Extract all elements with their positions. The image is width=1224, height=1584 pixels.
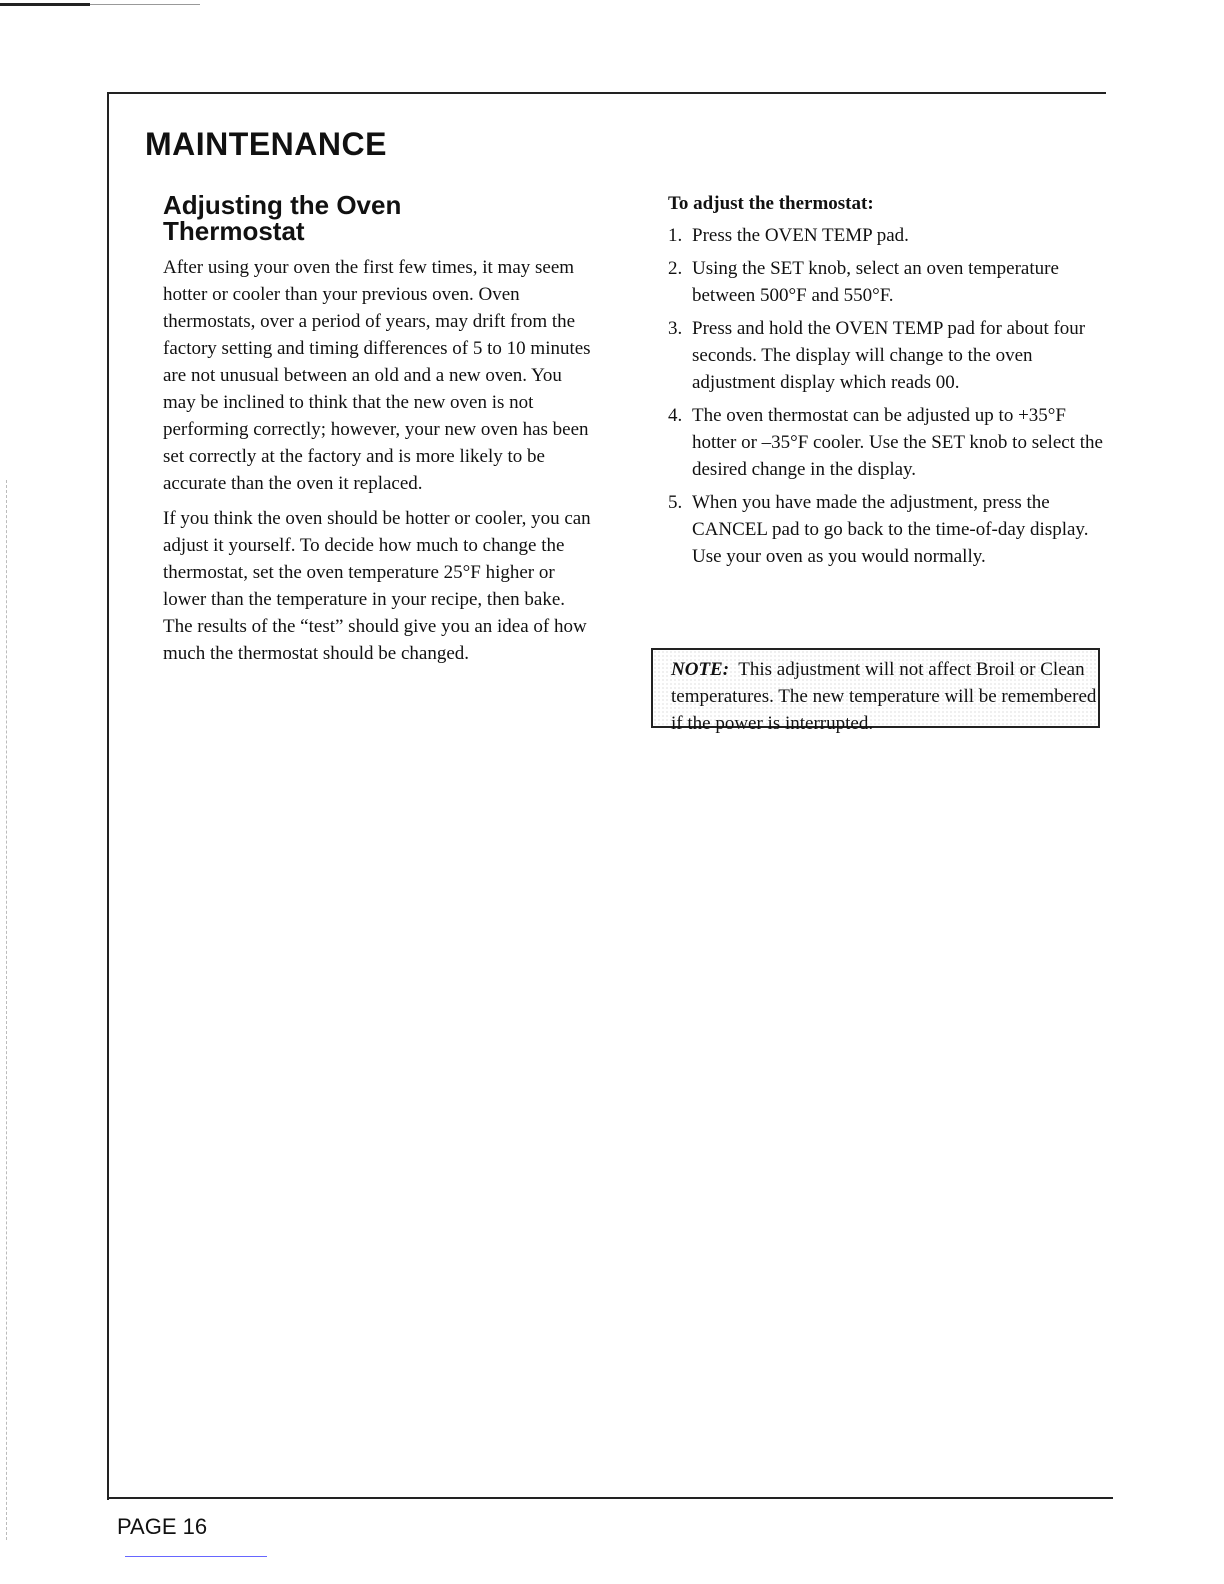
step-text: When you have made the adjustment, press the CANCEL pad to go back to the time-of-day display. Use your oven as you would normally. (692, 492, 1089, 567)
page-number: PAGE 16 (117, 1514, 208, 1539)
step-text: Press the OVEN TEMP pad. (692, 225, 909, 246)
corner-rule-thin (90, 4, 200, 5)
steps-title: To adjust the thermostat: (668, 193, 874, 214)
step-item (668, 315, 1108, 396)
note-text: This adjustment will not affect Broil or Clean temperatures. The new temperature will be remembered if the power is interrupted. (671, 659, 1097, 734)
note-label: NOTE: (671, 659, 730, 680)
step-item (668, 255, 1108, 309)
step-number: 3. (668, 318, 683, 339)
frame-bottom-rule (108, 1497, 1113, 1499)
step-item (668, 489, 1108, 570)
intro-text (163, 254, 593, 675)
heading: Adjusting the Oven Thermostat (163, 190, 402, 246)
step-number: 4. (668, 405, 683, 426)
scan-edge (6, 480, 8, 1540)
step-item (668, 402, 1108, 483)
frame-left-rule (107, 92, 109, 1500)
steps-column (668, 190, 1108, 576)
paragraph: If you think the oven should be hotter or cooler, you can adjust it yourself. To decide how much to change the thermostat, set the oven temperature 25°F higher or lower than the temperature in your recipe, then bake. The results of the “test” should give you an idea of how much the thermostat should be changed. (163, 508, 591, 664)
step-text: Press and hold the OVEN TEMP pad for about four seconds. The display will change to the oven adjustment display which reads 00. (692, 318, 1086, 393)
step-item (668, 222, 1108, 249)
paragraph: After using your oven the first few times, it may seem hotter or cooler than your previous oven. Oven thermostats, over a period of years, may drift from the factory setting and timing differences of 5 to 10 minutes are not unusual between an old and a new oven. You may be inclined to think that the new oven is not performing correctly; however, your new oven has been set correctly at the factory and is more likely to be accurate than the oven it replaced. (163, 257, 591, 494)
note-box (651, 648, 1100, 734)
step-number: 5. (668, 492, 683, 513)
step-text: The oven thermostat can be adjusted up to +35°F hotter or –35°F cooler. Use the SET knob to select the desired change in the display. (692, 405, 1103, 480)
corner-rule (0, 3, 90, 6)
step-text: Using the SET knob, select an oven temperature between 500°F and 550°F. (692, 258, 1059, 306)
bottom-mark (125, 1556, 267, 1557)
steps-list (668, 222, 1108, 570)
section-title: MAINTENANCE (145, 126, 387, 162)
frame-top-rule (108, 92, 1106, 94)
step-number: 2. (668, 258, 683, 279)
step-number: 1. (668, 225, 683, 246)
